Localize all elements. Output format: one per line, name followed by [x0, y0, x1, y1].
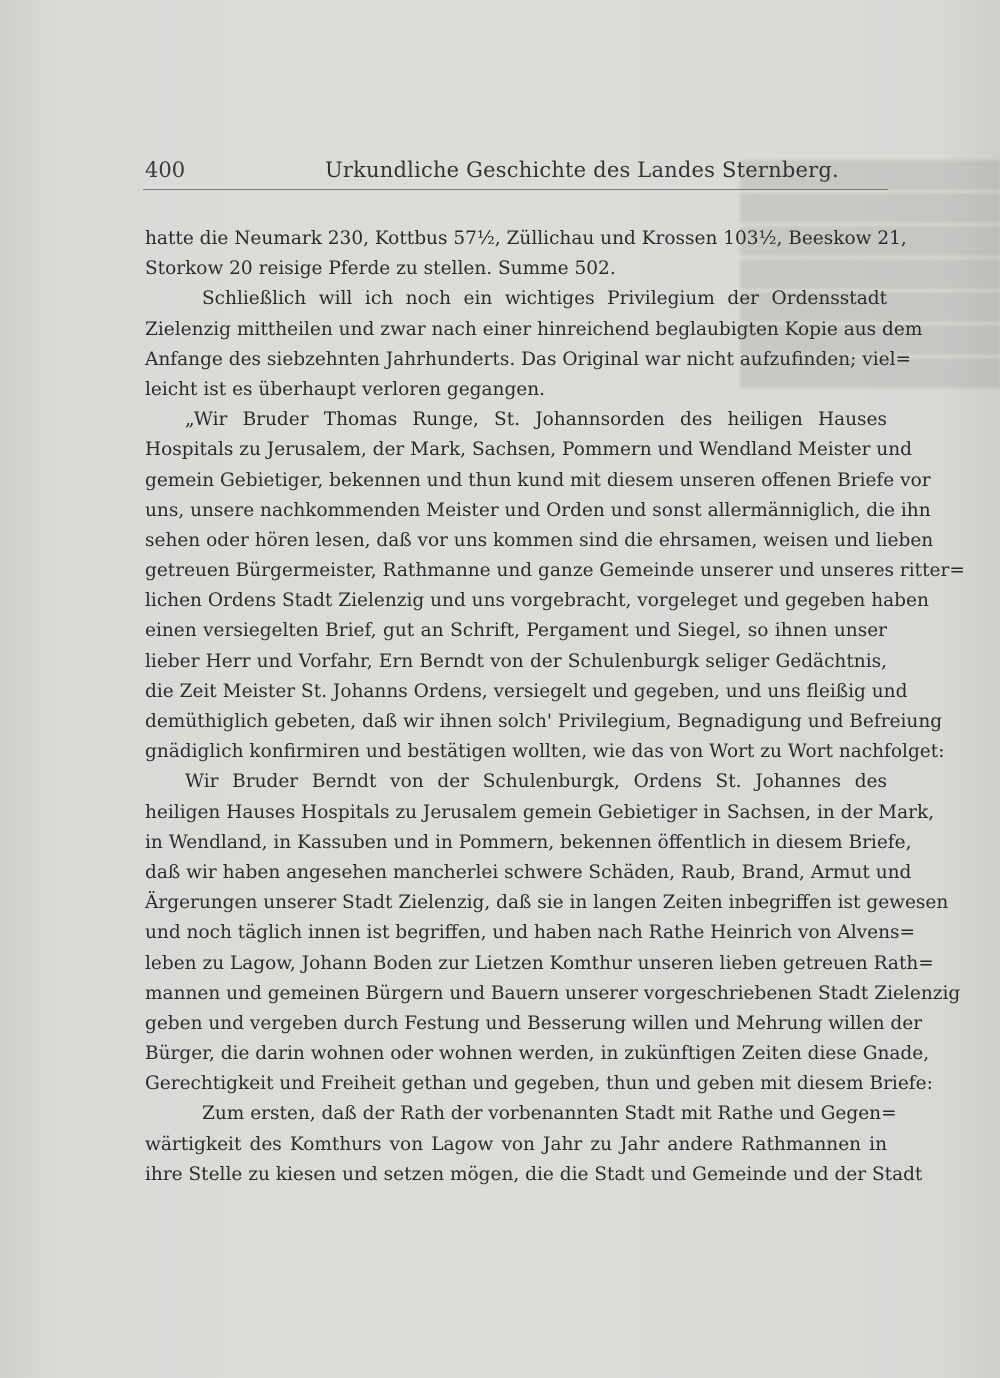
text-line: die Zeit Meister St. Johanns Ordens, versiegelt und gegeben, und uns fleißig und	[145, 680, 908, 702]
text-line: hatte die Neumark 230, Kottbus 57½, Züllichau und Krossen 103½, Beeskow 21,	[145, 228, 907, 249]
text-line: einen versiegelten Brief, gut an Schrift, Pergament und Siegel, so ihnen unser	[145, 620, 887, 642]
text-line: leben zu Lagow, Johann Boden zur Lietzen Komthur unseren lieben getreuen Rath=	[145, 952, 934, 974]
text-line: leicht ist es überhaupt verloren gegangen.	[145, 378, 546, 400]
text-line: in Wendland, in Kassuben und in Pommern, bekennen öffentlich in diesem Briefe,	[145, 831, 912, 853]
text-line: gemein Gebietiger, bekennen und thun kund mit diesem unseren offenen Briefe vor	[145, 469, 931, 491]
header-rule	[143, 189, 888, 190]
text-line: Storkow 20 reisige Pferde zu stellen. Summe 502.	[145, 258, 616, 280]
text-line: demüthiglich gebeten, daß wir ihnen solch' Privilegium, Begnadigung und Befreiung	[145, 711, 943, 732]
text-line: getreuen Bürgermeister, Rathmanne und ganze Gemeinde unserer und unseres ritter=	[145, 560, 965, 582]
page-number: 400	[145, 158, 186, 182]
text-line: lichen Ordens Stadt Zielenzig und uns vorgebracht, vorgeleget und gegeben haben	[145, 590, 929, 612]
text-line: uns, unsere nachkommenden Meister und Orden und sonst allermänniglich, die ihn	[145, 499, 931, 521]
body-text	[145, 224, 965, 1190]
text-line: Anfange des siebzehnten Jahrhunderts. Das Original war nicht aufzufinden; viel=	[145, 348, 912, 370]
text-line: und noch täglich innen ist begriffen, und haben nach Rathe Heinrich von Alvens=	[145, 922, 915, 944]
text-line: heiligen Hauses Hospitals zu Jerusalem gemein Gebietiger in Sachsen, in der Mark,	[145, 801, 935, 823]
text-line: Hospitals zu Jerusalem, der Mark, Sachsen, Pommern und Wendland Meister und	[145, 439, 912, 461]
text-line: lieber Herr und Vorfahr, Ern Berndt von der Schulenburgk seliger Gedächtnis,	[145, 650, 887, 672]
text-line: daß wir haben angesehen mancherlei schwere Schäden, Raub, Brand, Armut und	[145, 861, 912, 883]
text-line: Gerechtigkeit und Freiheit gethan und gegeben, thun und geben mit diesem Briefe:	[145, 1073, 933, 1095]
text-line: „Wir Bruder Thomas Runge, St. Johannsorden des heiligen Hauses	[185, 409, 887, 431]
running-title: Urkundliche Geschichte des Landes Sternberg.	[325, 158, 839, 182]
text-line: Ärgerungen unserer Stadt Zielenzig, daß sie in langen Zeiten inbegriffen ist gewesen	[145, 892, 949, 914]
text-line: Zielenzig mittheilen und zwar nach einer hinreichend beglaubigten Kopie aus dem	[145, 318, 923, 340]
text-line: Wir Bruder Berndt von der Schulenburgk, Ordens St. Johannes des	[185, 771, 887, 793]
text-line: ihre Stelle zu kiesen und setzen mögen, die die Stadt und Gemeinde und der Stadt	[145, 1163, 923, 1185]
text-line: Zum ersten, daß der Rath der vorbenannten Stadt mit Rathe und Gegen=	[202, 1103, 897, 1125]
text-line: Schließlich will ich noch ein wichtiges Privilegium der Ordensstadt	[202, 288, 887, 310]
page-header	[145, 158, 887, 188]
text-line: mannen und gemeinen Bürgern und Bauern unserer vorgeschriebenen Stadt Zielenzig	[145, 982, 961, 1004]
text-line: gnädiglich konfirmiren und bestätigen wollten, wie das von Wort zu Wort nachfolget:	[145, 741, 945, 763]
text-line: Bürger, die darin wohnen oder wohnen werden, in zukünftigen Zeiten diese Gnade,	[145, 1043, 930, 1065]
text-line: sehen oder hören lesen, daß vor uns kommen sind die ehrsamen, weisen und lieben	[145, 529, 934, 551]
text-line: geben und vergeben durch Festung und Besserung willen und Mehrung willen der	[145, 1012, 923, 1034]
text-line: wärtigkeit des Komthurs von Lagow von Jahr zu Jahr andere Rathmannen in	[145, 1133, 887, 1155]
